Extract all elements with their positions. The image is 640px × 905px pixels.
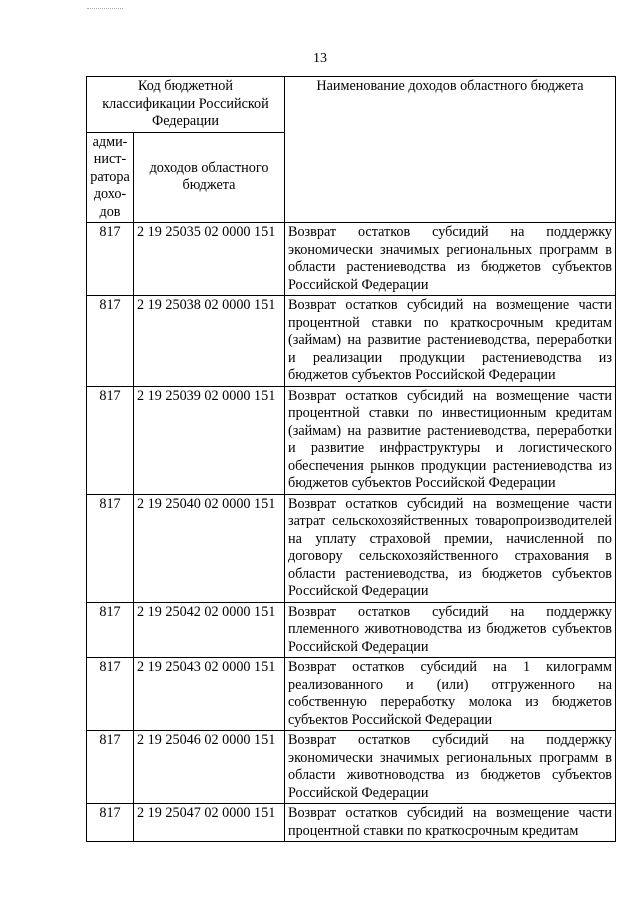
row-income-code: 2 19 25042 02 0000 151 (134, 602, 285, 658)
row-income-name: Возврат остатков субсидий на возмещение части процентной ставки по инвестиционным кредитам (займам) на развитие растениеводства, переработки и развитие инфраструктуры и логистического обеспечения рынков продукции растениеводства из бюджетов субъектов Российской Федерации (285, 386, 616, 494)
row-income-name: Возврат остатков субсидий на возмещение части затрат сельскохозяйственных товаропроизводителей на уплату страховой премии, начисленной по договору сельскохозяйственного страхования в области растениеводства, из бюджетов субъектов Российской Федерации (285, 494, 616, 602)
table-row (87, 658, 616, 731)
header-name: Наименование доходов областного бюджета (285, 77, 616, 223)
row-admin-code: 817 (87, 494, 134, 602)
row-income-code: 2 19 25040 02 0000 151 (134, 494, 285, 602)
row-income-code: 2 19 25043 02 0000 151 (134, 658, 285, 731)
row-income-code: 2 19 25039 02 0000 151 (134, 386, 285, 494)
row-income-name: Возврат остатков субсидий на поддержку экономически значимых региональных программ в области животноводства из бюджетов субъектов Российской Федерации (285, 731, 616, 804)
table-row (87, 731, 616, 804)
row-admin-code: 817 (87, 386, 134, 494)
row-admin-code: 817 (87, 223, 134, 296)
row-income-name: Возврат остатков субсидий на поддержку экономически значимых региональных программ в области растениеводства из бюджетов субъектов Российской Федерации (285, 223, 616, 296)
row-income-code: 2 19 25047 02 0000 151 (134, 804, 285, 842)
scan-artifact (87, 8, 123, 11)
header-income: доходов областного бюджета (134, 132, 285, 223)
row-admin-code: 817 (87, 296, 134, 387)
table-body (87, 223, 616, 842)
row-admin-code: 817 (87, 804, 134, 842)
row-income-code: 2 19 25035 02 0000 151 (134, 223, 285, 296)
table-row (87, 494, 616, 602)
header-administrator: адми-нист-ратора дохо-дов (87, 132, 134, 223)
page-number: 13 (313, 51, 327, 66)
row-income-code: 2 19 25046 02 0000 151 (134, 731, 285, 804)
row-income-name: Возврат остатков субсидий на возмещение части процентной ставки по краткосрочным кредитам (займам) на развитие растениеводства, переработки и реализации продукции растениеводства из бюджетов субъектов Российской Федерации (285, 296, 616, 387)
row-income-name: Возврат остатков субсидий на поддержку племенного животноводства из бюджетов субъектов Российской Федерации (285, 602, 616, 658)
row-income-name: Возврат остатков субсидий на 1 килограмм реализованного и (или) отгруженного на собственную переработку молока из бюджетов субъектов Российской Федерации (285, 658, 616, 731)
table-row (87, 223, 616, 296)
row-income-code: 2 19 25038 02 0000 151 (134, 296, 285, 387)
row-admin-code: 817 (87, 731, 134, 804)
table-row (87, 804, 616, 842)
row-admin-code: 817 (87, 658, 134, 731)
table-row (87, 386, 616, 494)
table-row (87, 602, 616, 658)
row-income-name: Возврат остатков субсидий на возмещение части процентной ставки по краткосрочным кредитам (285, 804, 616, 842)
header-classification: Код бюджетной классификации Российской Федерации (87, 77, 285, 133)
budget-classification-table (86, 76, 616, 842)
table-row (87, 296, 616, 387)
row-admin-code: 817 (87, 602, 134, 658)
